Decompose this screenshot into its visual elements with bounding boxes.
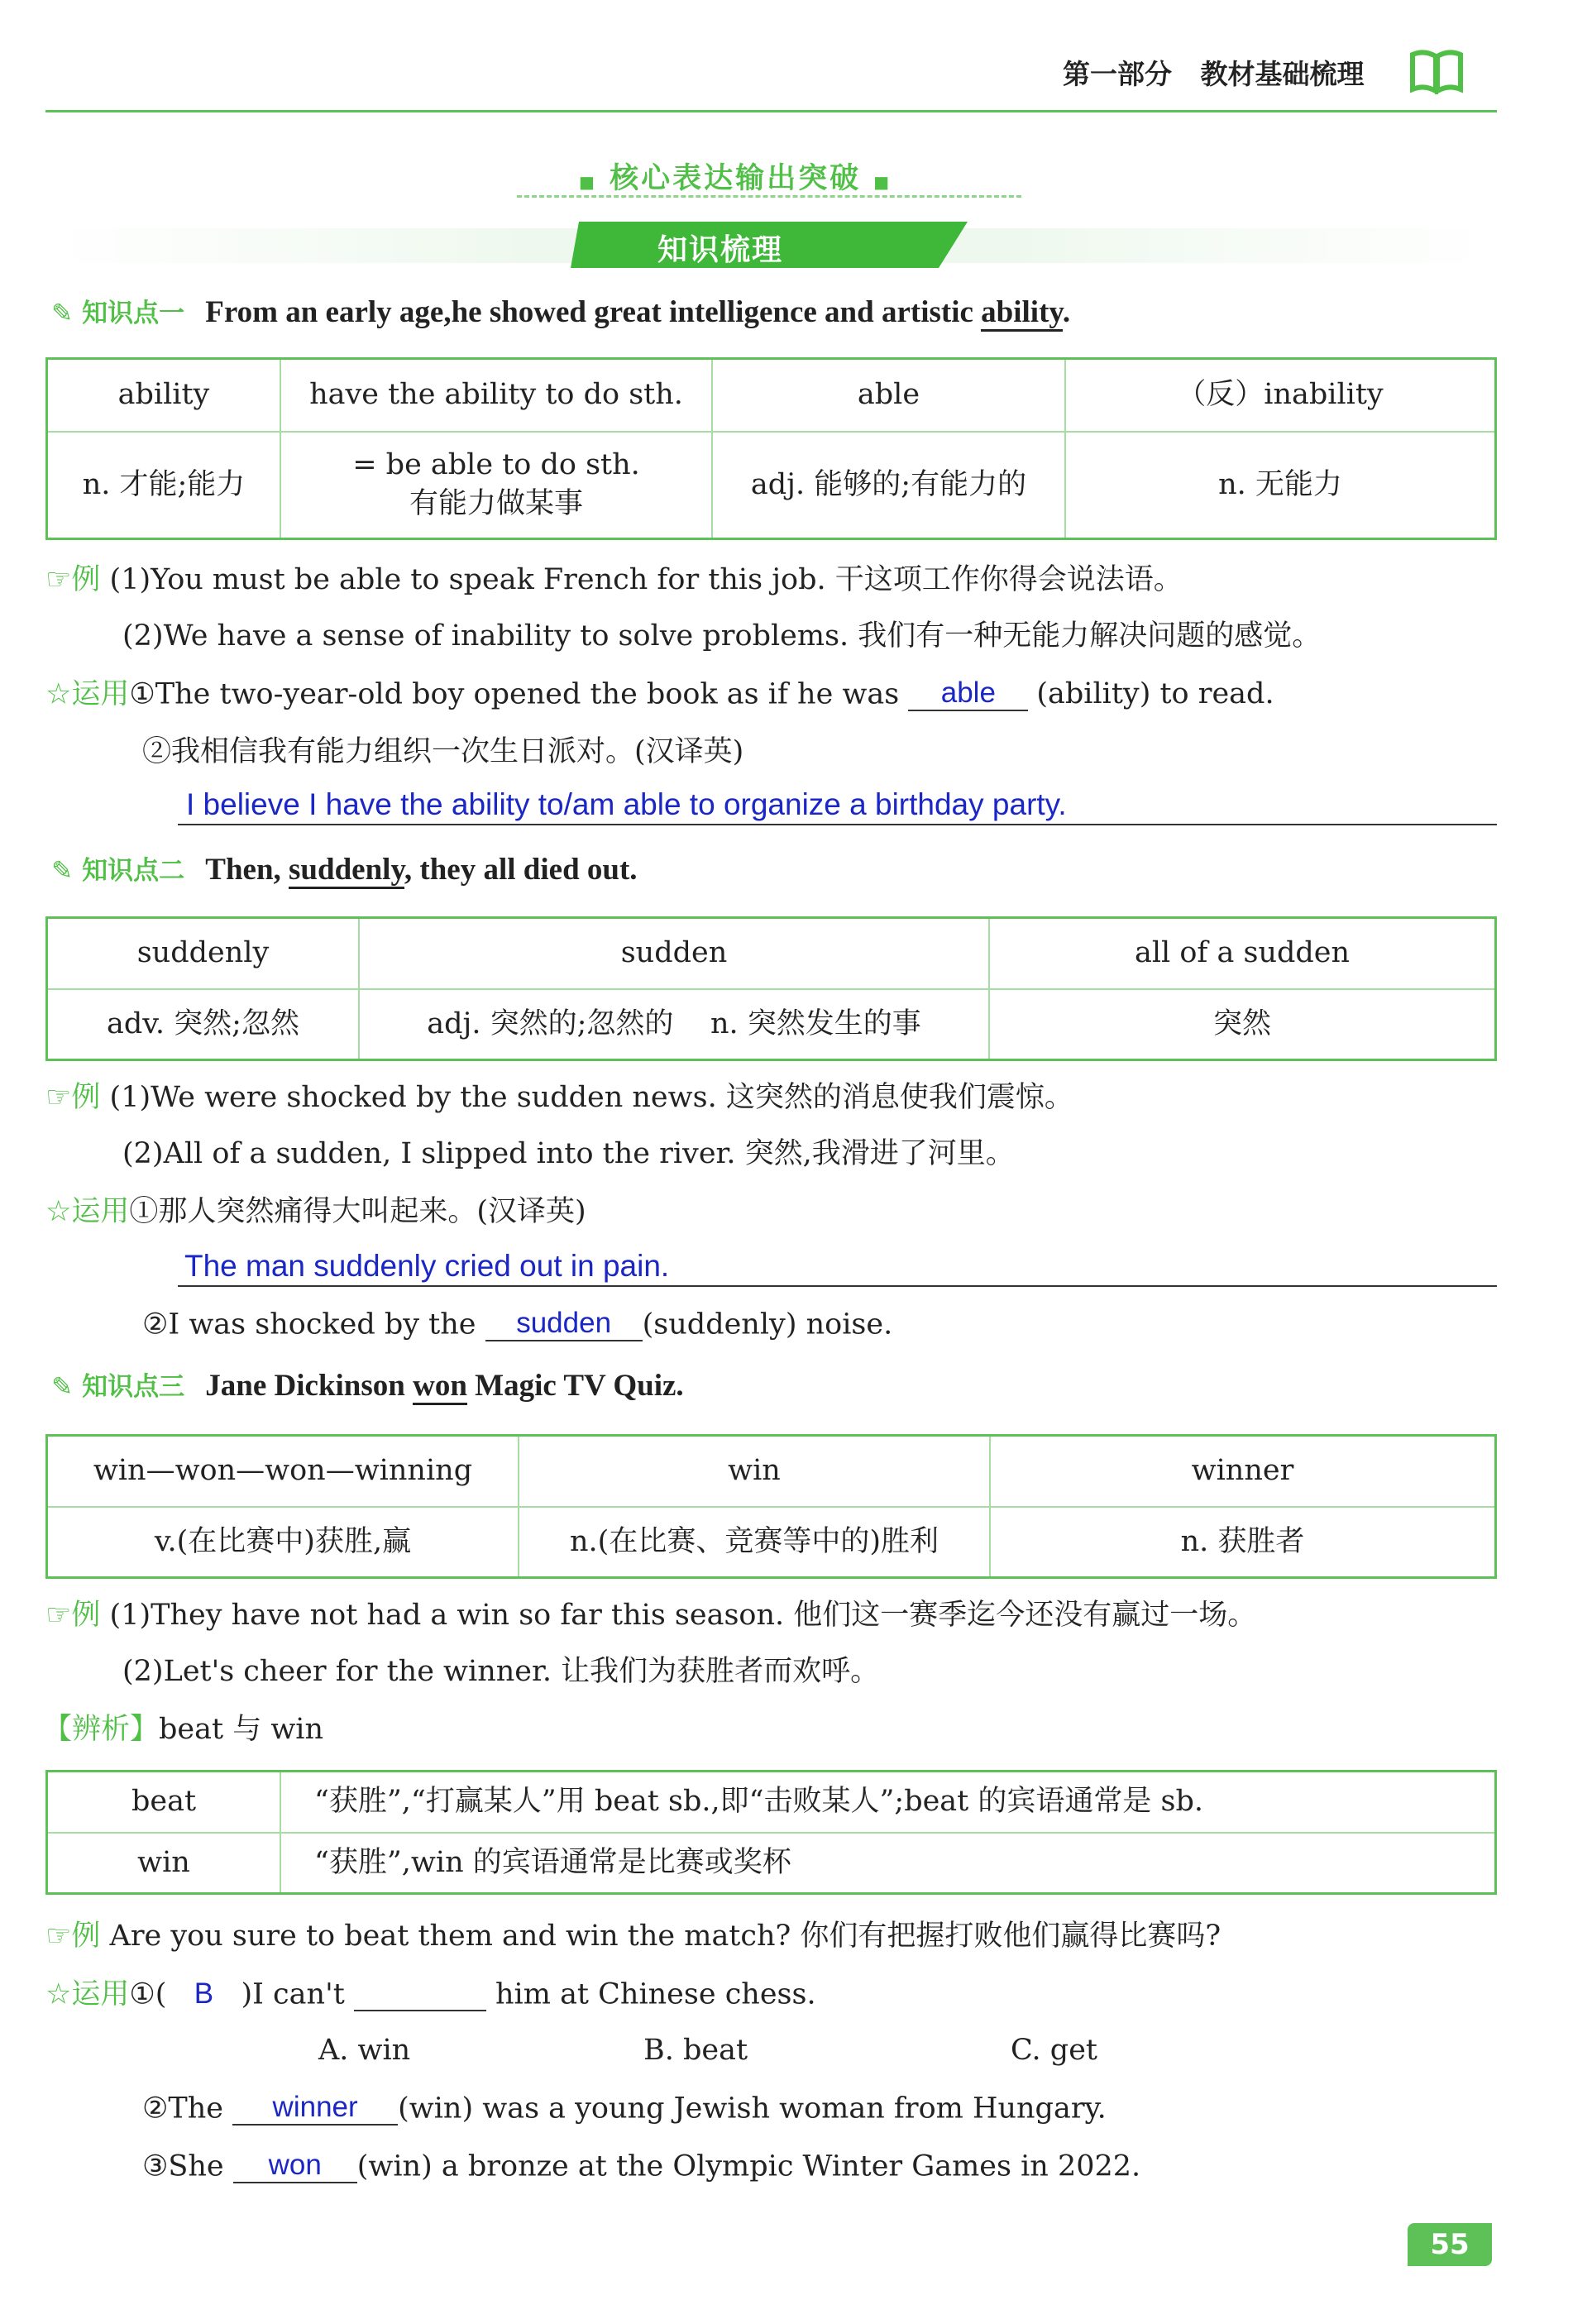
kp3-example-3 [45, 1919, 1221, 1953]
example-icon: ☞ [45, 1599, 72, 1632]
kp3-q1-post: )I can't [241, 1977, 354, 2011]
kp1-title-pre: From an early age,he showed great intelligence and artistic [205, 295, 982, 329]
page-header [1063, 53, 1364, 92]
kp3-title-pre: Jane Dickinson [205, 1369, 414, 1403]
kp3-q2-post: (win) was a young Jewish woman from Hungary. [398, 2092, 1107, 2126]
header-section: 第一部分 [1063, 58, 1172, 90]
kp3-analysis-label: 【辨析】 [43, 1713, 160, 1746]
kp1-use-1 [45, 677, 1274, 711]
kp2-cell: 突然 [989, 989, 1496, 1060]
kp1-use-2-answer-line[interactable] [178, 784, 1497, 825]
kp1-cell: have the ability to do sth. [280, 359, 712, 432]
kp2-use-1-answer-line[interactable] [178, 1247, 1497, 1287]
kp1-use-2: ②我相信我有能力组织一次生日派对。(汉译英) [142, 735, 744, 768]
kp3-title [205, 1369, 683, 1403]
kp1-tag: 知识点一 [82, 299, 185, 328]
compare-desc: “获胜”,win 的宾语通常是比赛或奖杯 [280, 1833, 1496, 1894]
example-icon: ☞ [45, 1081, 72, 1114]
kp3-heading [51, 1368, 684, 1404]
banner-top-text: 核心表达输出突破 [610, 162, 862, 195]
page-number-badge [1408, 2223, 1492, 2266]
kp2-u2-post: (suddenly) noise. [642, 1308, 893, 1341]
kp1-cell: able [712, 359, 1065, 432]
kp1-u1-answer: able [940, 677, 996, 709]
kp3-cell: n.(在比赛、竞赛等中的)胜利 [519, 1507, 990, 1578]
header-rule [45, 110, 1497, 112]
kp2-title-post: , they all died out. [404, 853, 638, 887]
kp2-table [45, 916, 1497, 1061]
kp3-q1-blank[interactable] [354, 1977, 486, 2011]
kp3-eg3-text: Are you sure to beat them and win the match? 你们有把握打败他们赢得比赛吗? [109, 1920, 1221, 1953]
kp3-q3-pre: ③She [142, 2149, 233, 2183]
page-number: 55 [1430, 2228, 1470, 2261]
kp3-example-2: (2)Let's cheer for the winner. 让我们为获胜者而欢呼。 [122, 1655, 880, 1688]
banner-top: ■ 核心表达输出突破 ■ [579, 162, 892, 195]
kp3-q1-choice[interactable] [166, 1977, 241, 2011]
kp2-cell-part: adj. 突然的;忽然的 [427, 1007, 674, 1040]
kp2-title-key: suddenly [289, 853, 404, 889]
kp3-use-2 [142, 2091, 1107, 2126]
kp3-cell: v.(在比赛中)获胜,赢 [47, 1507, 519, 1578]
kp2-cell-part: n. 突然发生的事 [710, 1007, 921, 1040]
banner-sub: 知识梳理 [657, 233, 784, 267]
kp3-cell: winner [990, 1436, 1496, 1507]
kp1-cell-stack [280, 432, 712, 539]
kp2-u1-answer: The man suddenly cried out in pain. [184, 1249, 670, 1283]
kp1-title-post: . [1062, 295, 1071, 329]
kp2-cell-double [359, 989, 989, 1060]
kp1-cell-line: 有能力做某事 [409, 487, 583, 521]
kp1-cell: ability [47, 359, 281, 432]
kp1-cell: adj. 能够的;有能力的 [712, 432, 1065, 539]
star-icon: ☆ [45, 1977, 72, 2011]
kp3-cell: win [519, 1436, 990, 1507]
kp2-tag: 知识点二 [82, 856, 185, 886]
kp1-u1-pre: ①The two-year-old boy opened the book as if he was [129, 677, 909, 711]
kp1-u2-answer: I believe I have the ability to/am able to organize a birthday party. [186, 787, 1067, 821]
kp3-option-a: A. win [318, 2034, 411, 2067]
kp1-title-key: ability [981, 295, 1063, 332]
kp1-u1-post: (ability) to read. [1036, 677, 1274, 711]
kp2-example-1 [45, 1080, 1073, 1115]
kp1-title [205, 295, 1070, 329]
kp2-title-pre: Then, [205, 853, 289, 887]
compare-desc: “获胜”,“打赢某人”用 beat sb.,即“击败某人”;beat 的宾语通常是 sb. [280, 1772, 1496, 1833]
banner-dash [517, 195, 1021, 198]
kp1-eg-label: 例 [71, 563, 101, 596]
kp2-u1-text: ①那人突然痛得大叫起来。(汉译英) [129, 1195, 586, 1228]
kp3-q2-blank[interactable] [232, 2091, 398, 2126]
kp2-u2-blank[interactable] [485, 1307, 643, 1341]
kp2-cell: sudden [359, 918, 989, 989]
kp1-tag-icon: ✎ [51, 299, 73, 328]
kp3-use-label: 运用 [71, 1977, 130, 2011]
kp3-option-b: B. beat [643, 2034, 748, 2067]
kp3-use-3 [142, 2149, 1140, 2183]
kp3-analysis-title: beat 与 win [159, 1713, 324, 1746]
kp3-tag-icon: ✎ [51, 1372, 73, 1402]
kp3-option-c: C. get [1011, 2034, 1097, 2067]
kp3-eg1-text: (1)They have not had a win so far this season. 他们这一赛季迄今还没有赢过一场。 [109, 1599, 1257, 1632]
kp3-q3-post: (win) a bronze at the Olympic Winter Games in 2022. [356, 2149, 1141, 2183]
kp2-tag-icon: ✎ [51, 856, 73, 886]
kp1-table [45, 357, 1497, 540]
kp3-q2-answer: winner [272, 2091, 358, 2123]
kp3-eg-label: 例 [71, 1599, 101, 1632]
kp3-q2-pre: ②The [142, 2092, 233, 2126]
kp3-q3-blank[interactable] [233, 2149, 357, 2183]
star-icon: ☆ [45, 677, 72, 711]
example-icon: ☞ [45, 1920, 72, 1953]
kp2-use-label: 运用 [71, 1195, 130, 1228]
kp3-q1-answer: B [194, 1977, 214, 2011]
kp2-cell: all of a sudden [989, 918, 1496, 989]
kp1-cell: n. 才能;能力 [47, 432, 281, 539]
kp2-title [205, 853, 637, 887]
kp2-u2-answer: sudden [516, 1307, 612, 1339]
kp1-example-2: (2)We have a sense of inability to solve problems. 我们有一种无能力解决问题的感觉。 [122, 619, 1322, 653]
kp1-use-label: 运用 [71, 677, 130, 711]
kp3-tag: 知识点三 [82, 1372, 185, 1402]
kp1-cell: （反）inability [1065, 359, 1496, 432]
kp3-example-1 [45, 1598, 1256, 1633]
compare-term: win [47, 1833, 281, 1894]
compare-term: beat [47, 1772, 281, 1833]
kp2-cell: adv. 突然;忽然 [47, 989, 360, 1060]
kp3-cell: n. 获胜者 [990, 1507, 1496, 1578]
kp3-analysis [43, 1712, 323, 1747]
kp2-example-2: (2)All of a sudden, I slipped into the river. 突然,我滑进了河里。 [122, 1137, 1015, 1170]
kp3-table [45, 1434, 1497, 1579]
kp3-q3-answer: won [268, 2149, 322, 2181]
kp1-eg1-text: (1)You must be able to speak French for this job. 干这项工作你得会说法语。 [109, 563, 1183, 596]
kp1-cell-line: = be able to do sth. [352, 448, 640, 481]
kp2-cell: suddenly [47, 918, 360, 989]
kp3-eg3-label: 例 [71, 1920, 101, 1953]
kp3-title-key: won [413, 1369, 467, 1405]
kp2-use-1 [45, 1194, 586, 1229]
kp1-example-1 [45, 562, 1183, 597]
kp1-u1-blank[interactable] [908, 677, 1028, 711]
book-icon [1408, 48, 1465, 94]
kp1-heading [51, 294, 1070, 331]
kp3-title-post: Magic TV Quiz. [466, 1369, 684, 1403]
kp2-heading [51, 852, 638, 888]
kp1-cell: n. 无能力 [1065, 432, 1496, 539]
example-icon: ☞ [45, 563, 72, 596]
kp3-use-1 [45, 1977, 816, 2011]
kp3-q1-pre: ①( [129, 1977, 167, 2011]
kp2-u2-pre: ②I was shocked by the [142, 1308, 485, 1341]
star-icon: ☆ [45, 1195, 72, 1228]
kp3-cell: win—won—won—winning [47, 1436, 519, 1507]
kp2-eg-label: 例 [71, 1081, 101, 1114]
kp3-q1-end: him at Chinese chess. [485, 1977, 816, 2011]
header-title: 教材基础梳理 [1200, 58, 1365, 90]
kp2-use-2 [142, 1307, 892, 1341]
kp2-eg1-text: (1)We were shocked by the sudden news. 这突然的消息使我们震惊。 [109, 1081, 1073, 1114]
kp3-compare-table [45, 1770, 1497, 1895]
